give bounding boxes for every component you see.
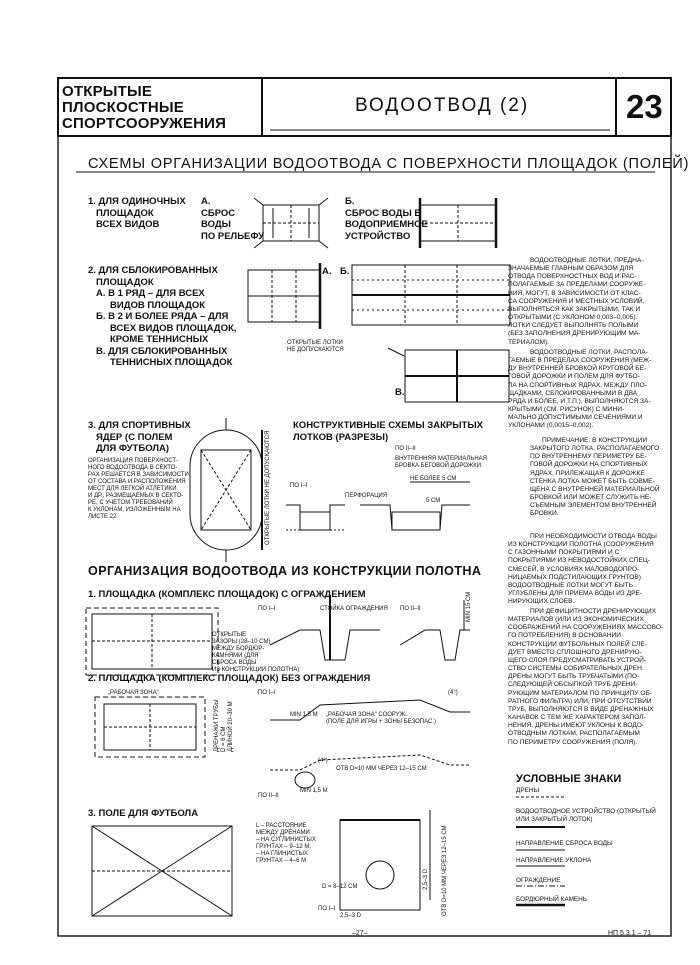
site1-cut2: ПО II–II: [400, 606, 421, 612]
section2-title: [88, 265, 236, 369]
para-line: ВОДООТВОДНЫЕ ЛОТКИ МОГУТ БЫТЬ: [508, 581, 634, 589]
para-line: НИРУЮЩИХ СЛОЕВ.: [508, 598, 575, 606]
legend-item-drains: ДРЕНЫ: [516, 787, 540, 794]
site1-title: 1. ПЛОЩАДКА (КОМПЛЕКС ПЛОЩАДОК) С ОГРАЖДЕНИЕМ: [88, 589, 366, 600]
section3-note-line: НОГО ВОДООТВОДА В СЕКТО-: [88, 465, 178, 471]
para-line: ЩЕНА С ВНУТРЕННЕЙ МАТЕРИАЛЬНОЙ: [530, 485, 660, 493]
right-para3: [508, 533, 657, 606]
para-line: УГЛУБЛЕНЫ ДЛЯ ПРИЕМА ВОДЫ ИЗ ДРЕ-: [508, 590, 643, 598]
footer-page: –27–: [352, 930, 368, 937]
trays-note-line: ВНУТРЕННЯЯ МАТЕРИАЛЬНАЯ: [395, 456, 488, 462]
para-line: БРОВКИ.: [530, 510, 559, 518]
para-line: ЗНАЧАЕМЫЕ ГЛАВНЫМ ОБРАЗОМ ДЛЯ: [508, 265, 634, 273]
tray-section-1: [286, 505, 345, 530]
para-line: ЩАДКАМИ, СБЛОКИРОВАННЫМИ В ДВА: [508, 389, 638, 397]
site1-note-line: ОТКРЫТЫЕ: [212, 632, 247, 638]
site2-zone-line2: (ПОЛЕ ДЛЯ ИГРЫ + ЗОНЫ БЕЗОПАС.): [326, 719, 436, 725]
section1-line: 1. ДЛЯ ОДИНОЧНЫХ: [88, 196, 186, 207]
section2-line: ВИДОВ ПЛОЩАДОК: [110, 299, 206, 311]
sheet-title-line: СПОРТСООРУЖЕНИЯ: [62, 115, 227, 132]
para-line: СТЕНКА ЛОТКА МОЖЕТ БЫТЬ СОВМЕ-: [530, 477, 655, 485]
site3-drain-section: [340, 810, 430, 910]
tray-section-2: [360, 482, 470, 530]
para-line: ОТВОДА ПОВЕРХНОСТНЫХ ВОД И РАС-: [508, 273, 637, 281]
para-line: СТВО СИСТЕМЫ СОБИРАТЕЛЬНЫХ ДРЕН.: [508, 665, 644, 673]
section3-line: ДЛЯ ФУТБОЛА): [96, 443, 170, 454]
para-line: ПРИМЕЧАНИЕ: В КОНСТРУКЦИИ: [542, 437, 648, 444]
section1-b-line: СБРОС ВОДЫ В: [345, 207, 422, 219]
site1-note-line: ИЗ КОНСТРУКЦИИ ПОЛОТНА): [212, 667, 300, 673]
site2-plan: [95, 697, 205, 757]
para-line: ТЕРИАЛОМ).: [508, 338, 550, 346]
para-line: ДУЕТ ВМЕСТО СПЛОШНОГО ДРЕНИРУЮ-: [508, 648, 642, 656]
site1-note-line: МЕЖДУ БОРДЮР-: [212, 646, 265, 652]
diagram-2v: [388, 348, 509, 402]
section1-a: [201, 196, 264, 242]
footer-code: НП 5.3.1 – 71: [608, 930, 652, 937]
para-line: ЯДРАХ, ПРИЛЕЖАЩАЯ К ДОРОЖКЕ: [530, 469, 645, 477]
site3-l-line: ГРУНТАХ – 4–6 М: [256, 858, 307, 864]
para-line: СА СООРУЖЕНИЯ И МЕСТНЫХ УСЛОВИЙ,: [508, 297, 645, 305]
legend-heading: УСЛОВНЫЕ ЗНАКИ: [516, 773, 622, 785]
site3-l-line: МЕЖДУ ДРЕНАМИ: [256, 830, 310, 836]
section3-note-line: ЛИСТЕ 22: [88, 514, 117, 520]
site3-d2: 2,5–3 D: [340, 913, 362, 919]
para-line: ПО ПЕРИМЕТРУ СООРУЖЕНИЯ (ПОЛЯ).: [508, 738, 638, 746]
para-line: СМЕСЕЙ, В УСЛОВИЯХ МАЛОВОДОПРО-: [508, 565, 640, 573]
para-line: МАЛЬНО ДОПУСТИМЫМИ СЕЧЕНИЯМИ И: [508, 414, 643, 422]
para-line: ГОВОЙ ДОРОЖКИ НА СПОРТИВНЫХ: [530, 461, 648, 469]
para-line: ВЫПОЛНЯТЬСЯ КАК ЗАКРЫТЫМИ, ТАК И: [508, 305, 641, 313]
para-line: (БЕЗ ЗАПОЛНЕНИЯ ДРЕНИРУЮЩИМ МА-: [508, 330, 641, 338]
sheet-title-line: ОТКРЫТЫЕ: [62, 83, 153, 100]
right-para2: [508, 349, 651, 431]
section2-note-line: ОТКРЫТЫЕ ЛОТКИ: [287, 340, 343, 346]
trays-perforation: ПЕРФОРАЦИЯ: [345, 493, 388, 499]
para-line: ДРЕНЫ МОГУТ БЫТЬ ТРУБЧАТЫМИ (ПО-: [508, 673, 640, 681]
site2-slope2: (4°): [318, 758, 328, 764]
para-line: ПОЛАГАЕМЫЕ ЗА ПРЕДЕЛАМИ СООРУЖЕ-: [508, 281, 646, 289]
site3-field: [92, 826, 232, 916]
para-line: ВОДООТВОДНЫЕ ЛОТКИ, РАСПОЛА-: [530, 349, 648, 356]
para-line: КРЫТЫМИ (СМ. РИСУНОК) С МИНИ-: [508, 406, 625, 414]
para-line: ЗАКРЫТОГО ЛОТКА, РАСПОЛАГАЕМОГО: [530, 445, 660, 453]
section2-label-a: А.: [322, 266, 332, 277]
trays-not-more: НЕ БОЛЕЕ 5 СМ: [410, 476, 457, 482]
site2-min2: MIN 1,5 М: [300, 788, 328, 794]
site2-drains: ОТВ D=10 ММ ЧЕРЕЗ 12–15 СМ: [336, 766, 427, 772]
section2-note-line: НЕ ДОПУСКАЮТСЯ: [287, 347, 344, 353]
para-line: ОТКРЫТЫМИ (С УКЛОНОМ 0,003–0,005).: [508, 314, 638, 322]
section1-a-line: А.: [201, 196, 211, 207]
right-para1: [508, 257, 645, 347]
para-line: НИЯ, МОГУТ, В ЗАВИСИМОСТИ ОТ КЛАС-: [508, 289, 641, 297]
section1-a-line: ПО РЕЛЬЕФУ: [201, 230, 265, 242]
topic-title: ВОДООТВОД (2): [355, 95, 530, 116]
para-line: С ГАЗОННЫМИ ПОКРЫТИЯМИ И С: [508, 549, 620, 557]
trays-dim: 5 СМ: [426, 498, 441, 504]
site2-zone: „РАБОЧАЯ ЗОНА": [108, 690, 159, 696]
site2-drain-line: D = 6 СМ: [221, 726, 227, 752]
section3-note-line: ОТ СОСТАВА И РАСПОЛОЖЕНИЯ: [88, 479, 186, 485]
section1-line: ВСЕХ ВИДОВ: [96, 219, 160, 230]
para-line: ВОДООТВОДНЫЕ ЛОТКИ, ПРЕДНА-: [530, 257, 644, 264]
para-line: СЪЕМНЫМ ЭЛЕМЕНТОМ ВНУТРЕННЕЙ: [530, 502, 657, 510]
site1-cut1: ПО I–I: [258, 606, 276, 612]
trays-heading-line: КОНСТРУКТИВНЫЕ СХЕМЫ ЗАКРЫТЫХ: [293, 420, 483, 431]
site2-title: 2. ПЛОЩАДКА (КОМПЛЕКС ПЛОЩАДОК) БЕЗ ОГРАЖДЕНИЯ: [88, 673, 371, 684]
section2-label-b: Б.: [340, 266, 350, 277]
legend-item-discharge: НАПРАВЛЕНИЕ СБРОСА ВОДЫ: [516, 840, 613, 847]
section3-note-line: ОРГАНИЗАЦИЯ ПОВЕРХНОСТ-: [88, 458, 179, 464]
para-line: ОТВОДНЫМ ЛОТКАМ, РАСПОЛАГАЕМЫМ: [508, 730, 640, 738]
section2-line: А. В 1 РЯД – ДЛЯ ВСЕХ: [96, 288, 205, 299]
legend-item-slope: НАПРАВЛЕНИЕ УКЛОНА: [516, 857, 592, 864]
section1-b-line: ВОДОПРИЕМНОЕ: [345, 219, 428, 230]
section2-note: [287, 340, 344, 354]
site1-sections: [270, 595, 470, 660]
site3-l-line: ГРУНТАХ – 9–12 М,: [256, 844, 312, 850]
section2-line: В. ДЛЯ СБЛОКИРОВАННЫХ: [96, 345, 228, 357]
section1-b-line: Б.: [345, 196, 355, 207]
section2-line: ТЕННИСНЫХ ПЛОЩАДОК: [110, 357, 233, 368]
site1-note-line: ЗАЗОРЫ (28–10 СМ): [212, 639, 271, 645]
site3-title: 3. ПОЛЕ ДЛЯ ФУТБОЛА: [88, 808, 199, 819]
section3-note-line: И ДР., РАЗМЕЩАЕМЫХ В СЕКТО-: [88, 493, 184, 499]
site3-l-line: – НА ГЛИНИСТЫХ: [256, 851, 308, 857]
site2-cut2: ПО II–II: [258, 793, 279, 799]
para-line: ЛОТКИ СЛЕДУЕТ ВЫПОЛНЯТЬ ПОЛЫМИ: [508, 322, 639, 330]
section1-line: ПЛОЩАДОК: [96, 207, 154, 219]
para-line: КОНСТРУКЦИИ ФУТБОЛЬНЫХ ПОЛЕЙ СЛЕ-: [508, 640, 647, 648]
legend-item-curb: БОРДЮРНЫЙ КАМЕНЬ: [516, 896, 587, 903]
site1-fence: СТОЙКА ОГРАЖДЕНИЯ: [320, 606, 388, 612]
site1-note: [212, 632, 299, 674]
para-line: ИЗ КОНСТРУКЦИИ ПОЛОТНА (СООРУЖЕНИЯ: [508, 541, 654, 549]
para-line: РУЮЩИМ МАТЕРИАЛОМ ПО ПРИНЦИПУ ОБ-: [508, 689, 652, 697]
site3-l-line: – НА СУГЛИНИСТЫХ: [256, 837, 316, 843]
section2-line: Б. В 2 И БОЛЕЕ РЯДА – ДЛЯ: [96, 311, 229, 322]
site2-cut1: ПО I–I: [258, 690, 276, 696]
para-line: ПРИ ДЕФИЦИТНОСТИ ДРЕНИРУЮЩИХ: [530, 608, 657, 615]
para-line: ПОКРЫТИЯМИ ИЗ НЕВОДОСТОЙКИХ СПЕЦ-: [508, 557, 650, 565]
site2-drain-line: ДРЕНАЖИ ТРУБЫ: [214, 699, 220, 752]
site3-cut: ПО I–I: [318, 906, 336, 912]
trays-note-line: БРОВКА БЕГОВОЙ ДОРОЖКИ: [395, 463, 482, 469]
section2-line: ПЛОЩАДОК: [96, 276, 154, 288]
trays-cut2: ПО II–II: [395, 446, 416, 452]
trays-cut1: ПО I–I: [290, 483, 308, 489]
para-line: КАНАВОК С ТЕМ ЖЕ ХАРАКТЕРОМ ЗАПОЛ-: [508, 714, 646, 722]
site2-slope1: (4°): [448, 690, 458, 696]
main-heading: СХЕМЫ ОРГАНИЗАЦИИ ВОДООТВОДА С ПОВЕРХНОСТИ ПЛОЩАДОК (ПОЛЕЙ): [88, 156, 690, 172]
org-heading: ОРГАНИЗАЦИЯ ВОДООТВОДА ИЗ КОНСТРУКЦИИ ПОЛОТНА: [88, 564, 482, 578]
section1-title: [88, 196, 186, 231]
section3-note: [88, 458, 189, 521]
diagram-2a: [248, 263, 320, 329]
para-line: ПО ВНУТРЕННЕМУ ПЕРИМЕТРУ БЕ-: [530, 453, 647, 461]
section3-line: 3. ДЛЯ СПОРТИВНЫХ: [88, 420, 191, 431]
page-number: 23: [626, 88, 663, 125]
section1-a-line: СБРОС: [201, 207, 236, 219]
sheet-title: [62, 84, 262, 132]
para-line: ДУ ВНУТРЕННЕЙ БРОВКОЙ КРУГОВОЙ БЕ-: [508, 365, 647, 373]
diagram-3-stadium: [190, 418, 262, 562]
diagram-1b: [420, 198, 496, 248]
site2-min1: MIN 1,5 М: [290, 712, 318, 718]
section3-note-line: МЕСТ ДЛЯ ЛЕГКОЙ АТЛЕТИКИ: [88, 486, 177, 492]
section3-note-line: К УКЛОНАМ, ИЗЛОЖЕННЫМ НА: [88, 507, 181, 513]
right-note: [530, 437, 660, 519]
legend-item-fence: ОГРАЖДЕНИЕ: [516, 877, 561, 884]
site1-note-line: СБРОСА ВОДЫ: [212, 660, 257, 666]
section3-line: ЯДЕР (С ПОЛЕМ: [96, 431, 173, 443]
para-line: СООБРАЖЕНИЙ НА СООРУЖЕНИЯХ МАССОВО-: [508, 624, 664, 632]
site2-drain: [214, 699, 235, 752]
section3-vertical-note: ОТКРЫТЫЕ ЛОТКИ НЕ ДОПУСКАЮТСЯ: [265, 430, 271, 545]
section3-note-line: РЕ, С УЧЕТОМ ТРЕБОВАНИЙ: [88, 500, 173, 506]
para-line: МАТЕРИАЛОВ (ИЛИ ИЗ ЭКОНОМИЧЕСКИХ: [508, 616, 644, 624]
para-line: ЩЕГО СЛОЯ ПРЕДУСМАТРИВАТЬ УСТРОЙ-: [508, 656, 647, 664]
para-line: НИЦАЕМЫХ ПОДСТИЛАЮЩИХ ГРУНТОВ): [508, 573, 641, 581]
site1-min: MIN 15 СМ: [466, 591, 472, 622]
site1-note-line: КАМНЯМИ (ДЛЯ: [212, 653, 259, 659]
trays-heading: [293, 420, 483, 443]
para-line: БРОВКОЙ ИЛИ МОЖЕТ СЛУЖИТЬ НЕ-: [530, 494, 652, 502]
section2-line: ВСЕХ ВИДОВ ПЛОЩАДОК,: [110, 322, 237, 334]
section3-title: [88, 420, 191, 455]
section2-line: КРОМЕ ТЕННИСНЫХ: [110, 334, 209, 345]
trays-note: [395, 456, 487, 470]
site3-l-line: L – РАССТОЯНИЕ: [256, 823, 307, 829]
section1-b: [345, 196, 428, 242]
site3-d3: 2,5–3 D: [423, 868, 429, 890]
para-line: НЕНИЯ. ДРЕНЫ ИМЕЮТ УКЛОНЫ К ВОДО-: [508, 722, 645, 730]
site3-d4: ОТВ D=10 ММ ЧЕРЕЗ 12–15 СМ: [442, 825, 448, 916]
legend-item-drainage: ВОДООТВОДНОЕ УСТРОЙСТВО (ОТКРЫТЫЙ ИЛИ ЗАКРЫТЫЙ ЛОТОК): [516, 808, 656, 823]
section1-a-line: ВОДЫ: [201, 219, 231, 230]
site2-zone-line1: „РАБОЧАЯ ЗОНА" СООРУЖ.: [326, 712, 407, 718]
section2-label-v: В.: [395, 387, 405, 398]
site1-plan: [86, 608, 218, 675]
section3-note-line: РАХ РЕШАЕТСЯ В ЗАВИСИМОСТИ: [88, 472, 189, 478]
para-line: ТРУБ, ВЫПОЛНЯЮТСЯ В ВИДЕ ДРЕНАЖНЫХ: [508, 705, 654, 713]
para-line: ГО ПОТРЕБЛЕНИЯ) В ОСНОВАНИИ: [508, 632, 622, 640]
right-para4: [508, 608, 663, 747]
trays-heading-line: ЛОТКОВ (РАЗРЕЗЫ): [293, 431, 389, 443]
para-line: СЛЕДУЮЩЕЙ ОБСЫПКОЙ ТРУБ ДРЕНИ-: [508, 681, 638, 689]
para-line: РАТНОГО ФИЛЬТРА) ИЛИ, ПРИ ОТСУТСТВИИ: [508, 697, 652, 705]
para-line: ЛА НА СПОРТИВНЫХ ЯДРАХ, МЕЖДУ ПЛО-: [508, 381, 647, 389]
diagram-1a: [254, 198, 328, 248]
site2-drain-line: ДЛИНОЙ 20–30 М: [228, 701, 234, 752]
diagram-2b: [352, 265, 510, 325]
site3-d1: D = 8–12 СМ: [322, 884, 358, 890]
section1-b-line: УСТРОЙСТВО: [345, 230, 411, 242]
para-line: ГАЕМЫЕ В ПРЕДЕЛАХ СООРУЖЕНИЯ (МЕЖ-: [508, 357, 652, 365]
sheet-title-line: ПЛОСКОСТНЫЕ: [62, 99, 184, 116]
para-line: РЯДА И БОЛЕЕ, И Т.П.), ВЫПОЛНЯЮТСЯ ЗА-: [508, 397, 651, 405]
site3-l-note: [256, 823, 316, 865]
section2-line: 2. ДЛЯ СБЛОКИРОВАННЫХ: [88, 265, 218, 276]
para-line: УКЛОНАМИ (0,0015–0,002).: [508, 422, 594, 430]
para-line: ПРИ НЕОБХОДИМОСТИ ОТВОДА ВОДЫ: [530, 533, 657, 540]
para-line: ГОВОЙ ДОРОЖКИ И ПОЛЕМ ДЛЯ ФУТБО-: [508, 373, 640, 381]
